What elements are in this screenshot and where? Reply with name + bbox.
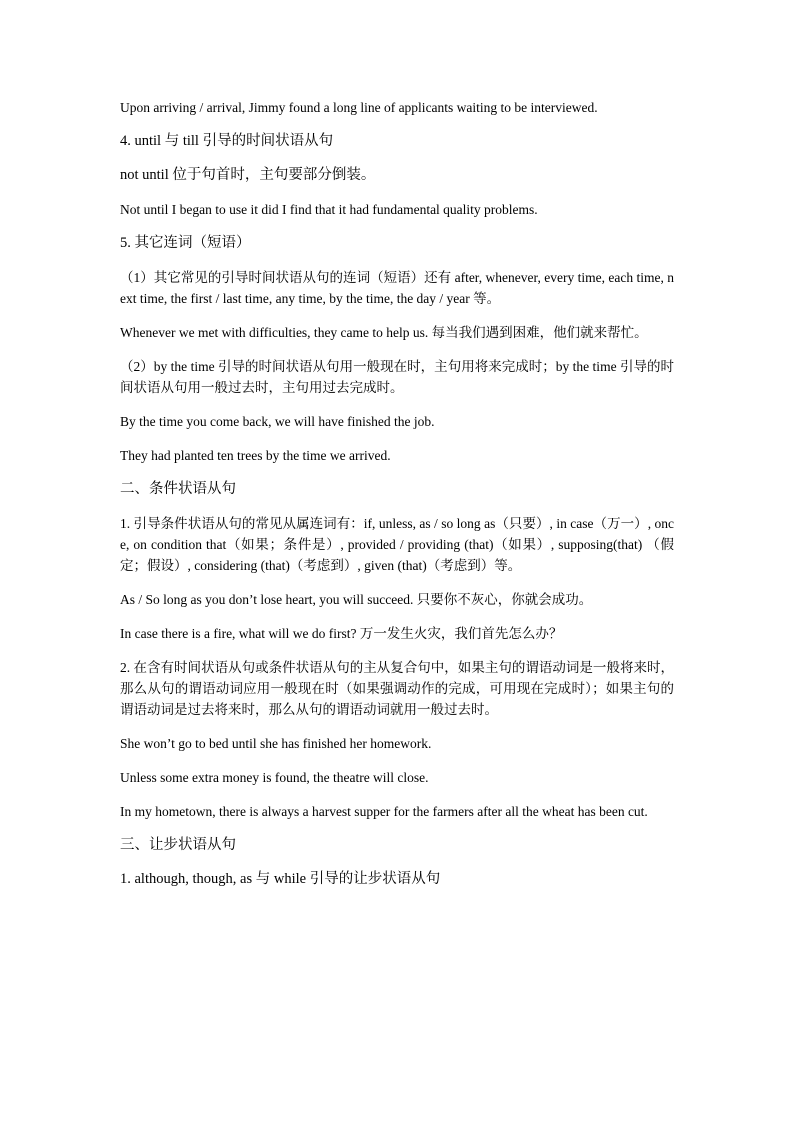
heading-other-conjunctions: 5. 其它连词（短语） [120,235,251,251]
paragraph-not-until-example: Not until I began to use it did I find that it had fundamental quality problems. [120,202,538,217]
heading-concessive-clauses: 三、让步状语从句 [120,837,236,853]
paragraph-by-the-time-example-1: By the time you come back, we will have finished the job. [120,414,435,429]
heading-until-till: 4. until 与 till 引导的时间状语从句 [120,133,334,149]
paragraph-hometown-example: In my hometown, there is always a harvest supper for the farmers after all the wheat has been cut. [120,804,648,819]
heading-although-though: 1. although, though, as 与 while 引导的让步状语从句 [120,871,441,887]
paragraph-so-long-as-example: As / So long as you don’t lose heart, you will succeed. 只要你不灰心，你就会成功。 [120,592,593,607]
paragraph-by-the-time-example-2: They had planted ten trees by the time we arrived. [120,448,391,463]
paragraph-whenever-example: Whenever we met with difficulties, they came to help us. 每当我们遇到困难，他们就来帮忙。 [120,325,648,340]
paragraph-upon-arriving: Upon arriving / arrival, Jimmy found a long line of applicants waiting to be interviewed. [120,100,598,115]
paragraph-until-example: She won’t go to bed until she has finished her homework. [120,736,432,751]
paragraph-unless-example: Unless some extra money is found, the theatre will close. [120,770,429,785]
paragraph-tense-rule: 2. 在含有时间状语从句或条件状语从句的主从复合句中，如果主句的谓语动词是一般将来时，那么从句的谓语动词应用一般现在时（如果强调动作的完成，可用现在完成时）；如果主句的谓语动词是过去将来时，那么从句的谓语动词就用一般过去时。 [120,660,674,717]
document-page [120,97,674,903]
paragraph-by-the-time-rule: （2）by the time 引导的时间状语从句用一般现在时，主句用将来完成时；by the time 引导的时间状语从句用一般过去时，主句用过去完成时。 [120,359,674,395]
paragraph-other-conjunctions-list: （1）其它常见的引导时间状语从句的连词（短语）还有 after, whenever, every time, each time, next time, the first / last time, any time, by the time, the day / year 等。 [120,270,674,306]
paragraph-not-until-rule: not until 位于句首时，主句要部分倒装。 [120,167,376,183]
paragraph-conditional-conjunctions: 1. 引导条件状语从句的常见从属连词有：if, unless, as / so long as（只要）, in case（万一）, once, on condition that（如果；条件是）, provided / providing (that)（如果）, supposing(that) （假定；假设）, considering (that)（考虑到）, given (that)（考虑到）等。 [120,516,674,573]
paragraph-in-case-example: In case there is a fire, what will we do first? 万一发生火灾，我们首先怎么办？ [120,626,563,641]
heading-conditional-clauses: 二、条件状语从句 [120,481,236,497]
